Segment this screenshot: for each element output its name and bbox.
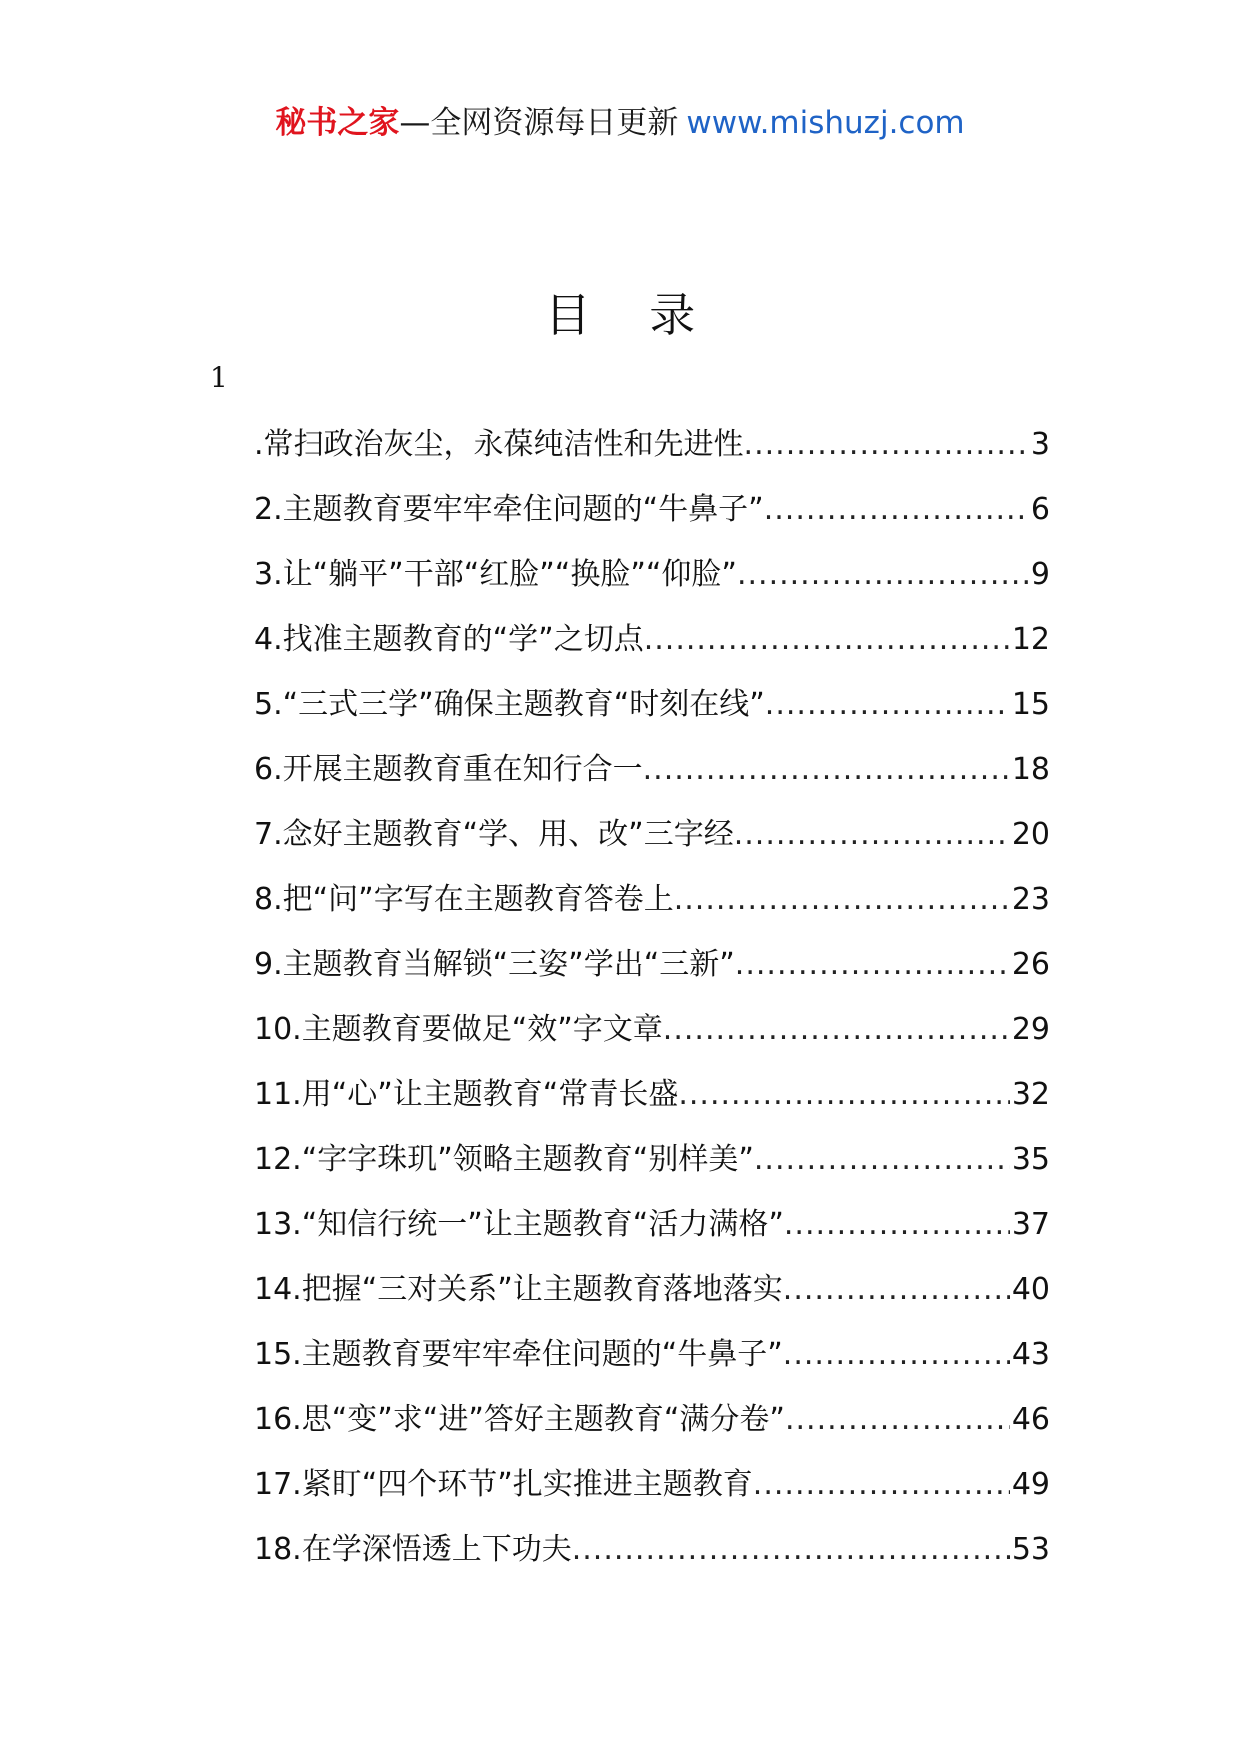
toc-entry[interactable] [254, 425, 1050, 490]
toc-page-number: 12 [1011, 622, 1050, 657]
toc-page-number: 18 [1011, 752, 1050, 787]
toc-dot-leader [765, 685, 1010, 725]
toc-dot-leader [785, 1400, 1010, 1440]
toc-page-number: 6 [1030, 492, 1050, 527]
toc-entry-title: 18.在学深悟透上下功夫 [254, 1532, 572, 1567]
toc-entry[interactable] [254, 1465, 1050, 1530]
toc-entry-title: 5.“三式三学”确保主题教育“时刻在线” [254, 687, 765, 722]
toc-dot-leader [744, 425, 1029, 465]
toc-entry[interactable] [254, 685, 1050, 750]
toc-page-number: 35 [1011, 1142, 1050, 1177]
toc-entry-title: 14.把握“三对关系”让主题教育落地落实 [254, 1272, 783, 1307]
toc-entry[interactable] [254, 880, 1050, 945]
toc-page-number: 3 [1030, 427, 1050, 462]
toc-page-number: 43 [1011, 1337, 1050, 1372]
toc-entry[interactable] [254, 555, 1050, 620]
toc-entry-title: 11.用“心”让主题教育“常青长盛 [254, 1077, 679, 1112]
site-url-link[interactable]: www.mishuzj.com [686, 105, 965, 141]
toc-entry[interactable] [254, 1075, 1050, 1140]
toc-page-number: 20 [1011, 817, 1050, 852]
toc-dot-leader [572, 1530, 1010, 1570]
toc-dot-leader [735, 945, 1010, 985]
toc-entry-title: 16.思“变”求“进”答好主题教育“满分卷” [254, 1402, 785, 1437]
toc-entry-title: 13.“知信行统一”让主题教育“活力满格” [254, 1207, 784, 1242]
toc-entry-title: 6.开展主题教育重在知行合一 [254, 752, 643, 787]
site-slogan: —全网资源每日更新 [399, 105, 679, 141]
toc-dot-leader [737, 555, 1029, 595]
brand-name: 秘书之家 [275, 105, 400, 141]
toc-dot-leader [783, 1270, 1010, 1310]
toc-entry[interactable] [254, 750, 1050, 815]
toc-entry-title: 7.念好主题教育“学、用、改”三字经 [254, 817, 734, 852]
toc-page-number: 46 [1011, 1402, 1050, 1437]
toc-entry[interactable] [254, 1140, 1050, 1205]
toc-page-number: 9 [1030, 557, 1050, 592]
toc-dot-leader [674, 880, 1010, 920]
toc-page-number: 40 [1011, 1272, 1050, 1307]
toc-dot-leader [644, 620, 1010, 660]
toc-dot-leader [754, 1140, 1010, 1180]
toc-dot-leader [734, 815, 1010, 855]
page-title: 目 录 [544, 288, 718, 342]
toc-entry[interactable] [254, 1270, 1050, 1335]
toc-page-number: 53 [1011, 1532, 1050, 1567]
toc-entry-title: 9.主题教育当解锁“三姿”学出“三新” [254, 947, 735, 982]
toc-dot-leader [753, 1465, 1010, 1505]
toc-entry-title: 2.主题教育要牢牢牵住问题的“牛鼻子” [254, 492, 764, 527]
toc-entry[interactable] [254, 1205, 1050, 1270]
toc-entry[interactable] [254, 1530, 1050, 1595]
toc-entry[interactable] [254, 1010, 1050, 1075]
toc-page-number: 26 [1011, 947, 1050, 982]
toc-dot-leader [764, 490, 1029, 530]
toc-entry-title: 8.把“问”字写在主题教育答卷上 [254, 882, 674, 917]
toc-entry[interactable] [254, 945, 1050, 1010]
section-number: 1 [210, 361, 228, 394]
toc-page-number: 37 [1011, 1207, 1050, 1242]
toc-entry-title: 3.让“躺平”干部“红脸”“换脸”“仰脸” [254, 557, 737, 592]
toc-dot-leader [678, 1075, 1009, 1115]
toc-entry-title: 17.紧盯“四个环节”扎实推进主题教育 [254, 1467, 753, 1502]
toc-entry[interactable] [254, 1400, 1050, 1465]
toc-dot-leader [783, 1335, 1010, 1375]
toc-page-number: 32 [1011, 1077, 1050, 1112]
toc-entry[interactable] [254, 1335, 1050, 1400]
toc-dot-leader [643, 750, 1010, 790]
toc-entry[interactable] [254, 815, 1050, 880]
toc-entry-title: 12.“字字珠玑”领略主题教育“别样美” [254, 1142, 754, 1177]
toc-entry-title: 15.主题教育要牢牢牵住问题的“牛鼻子” [254, 1337, 783, 1372]
toc-page-number: 49 [1011, 1467, 1050, 1502]
toc-entry-title: 4.找准主题教育的“学”之切点 [254, 622, 644, 657]
toc-dot-leader [784, 1205, 1010, 1245]
toc-entry[interactable] [254, 620, 1050, 685]
toc-page-number: 15 [1011, 687, 1050, 722]
toc-dot-leader [663, 1010, 1010, 1050]
toc-entry-title: .常扫政治灰尘，永葆纯洁性和先进性 [254, 427, 744, 462]
toc-entry[interactable] [254, 490, 1050, 555]
table-of-contents [254, 425, 1050, 1595]
toc-page-number: 29 [1011, 1012, 1050, 1047]
toc-entry-title: 10.主题教育要做足“效”字文章 [254, 1012, 663, 1047]
toc-page-number: 23 [1011, 882, 1050, 917]
site-header [0, 100, 1240, 146]
